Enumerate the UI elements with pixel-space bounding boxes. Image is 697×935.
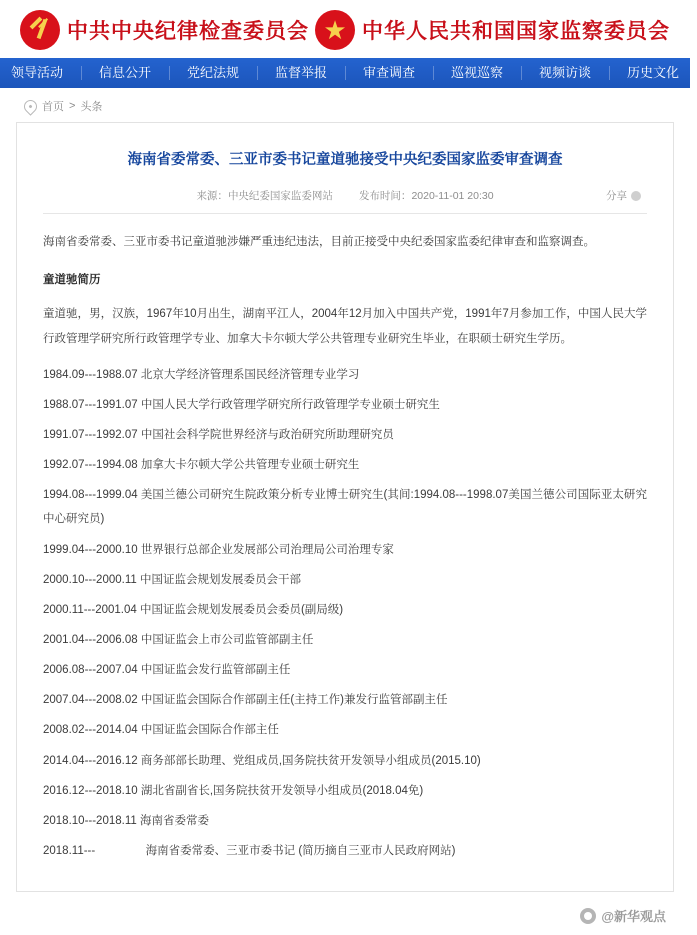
watermark-label: @新华观点 [601, 909, 666, 925]
nav-item-information-disclosure[interactable]: 信息公开 [81, 58, 169, 88]
resume-item: 1994.08---1999.04 美国兰德公司研究生院政策分析专业博士研究生(其间:1994.08---1998.07美国兰德公司国际亚太研究中心研究员) [43, 489, 647, 526]
watermark [580, 906, 666, 925]
resume-item: 2007.04---2008.02 中国证监会国际合作部副主任(主持工作)兼发行监管部副主任 [43, 694, 448, 707]
resume-item: 1988.07---1991.07 中国人民大学行政管理学研究所行政管理学专业硕士研究生 [43, 398, 440, 411]
resume-current-post: 海南省委常委、三亚市委书记 (简历摘自三亚市人民政府网站) [145, 845, 456, 857]
share-label: 分享 [606, 190, 627, 203]
resume-item: 2008.02---2014.04 中国证监会国际合作部主任 [43, 724, 279, 737]
resume-item: 2016.12---2018.10 湖北省副省长,国务院扶贫开发领导小组成员(2018.04免) [43, 784, 424, 797]
xinhua-logo-icon [580, 908, 596, 924]
nav-item-history-culture[interactable]: 历史文化 [609, 58, 697, 88]
article-card [16, 122, 674, 892]
breadcrumb-current: 头条 [80, 101, 103, 113]
article-body [43, 214, 647, 863]
footer [0, 892, 690, 935]
share-control[interactable] [606, 188, 641, 203]
nav-item-supervision-report[interactable]: 监督举报 [257, 58, 345, 88]
resume-subheading: 童道驰简历 [43, 274, 101, 287]
share-icon[interactable] [631, 191, 641, 201]
brand-nation[interactable] [315, 10, 670, 50]
breadcrumb-home[interactable]: 首页 [42, 101, 64, 113]
resume-item: 2006.08---2007.04 中国证监会发行监管部副主任 [43, 664, 291, 677]
resume-item: 1992.07---1994.08 加拿大卡尔顿大学公共管理专业硕士研究生 [43, 459, 360, 472]
nav-item-leader-activities[interactable]: 领导活动 [10, 65, 63, 80]
article-meta [43, 188, 647, 214]
national-emblem-icon: ★ [315, 10, 355, 50]
resume-item: 2000.10---2000.11 中国证监会规划发展委员会干部 [43, 573, 301, 586]
resume-item: 2000.11---2001.04 中国证监会规划发展委员会委员(副局级) [43, 603, 344, 616]
resume-item: 2001.04---2006.08 中国证监会上市公司监管部副主任 [43, 634, 314, 647]
resume-item: 1984.09---1988.07 北京大学经济管理系国民经济管理专业学习 [43, 368, 360, 381]
page-title: 海南省委常委、三亚市委书记童道驰接受中央纪委国家监委审查调查 [127, 152, 563, 168]
resume-item: 1999.04---2000.10 世界银行总部企业发展部公司治理局公司治理专家 [43, 543, 394, 556]
breadcrumb [0, 88, 690, 122]
nav-item-video-interview[interactable]: 视频访谈 [521, 58, 609, 88]
nav-item-inspection[interactable]: 巡视巡察 [433, 58, 521, 88]
resume-item: 2014.04---2016.12 商务部部长助理、党组成员,国务院扶贫开发领导小组成员(2015.10) [43, 754, 481, 767]
article-bio: 童道驰，男，汉族，1967年10月出生，湖南平江人，2004年12月加入中国共产党，1991年7月参加工作，中国人民大学行政管理学研究所行政管理学专业、加拿大卡尔顿大学公共管理专业研究生毕业，在职硕士研究生学历。 [43, 308, 647, 345]
article-source: 来源：中央纪委国家监委网站 [196, 190, 333, 203]
location-pin-icon [21, 97, 39, 115]
brand-party[interactable] [20, 10, 309, 50]
nav-item-party-rules[interactable]: 党纪法规 [169, 58, 257, 88]
resume-item: 2018.10---2018.11 海南省委常委 [43, 814, 209, 827]
resume-item-current [43, 839, 647, 863]
masthead [0, 0, 690, 58]
brand-title-party: 中共中央纪律检查委员会 [67, 20, 309, 43]
resume-item: 1991.07---1992.07 中国社会科学院世界经济与政治研究所助理研究员 [43, 429, 394, 442]
party-emblem-icon [20, 10, 60, 50]
article-publish-time: 发布时间：2020-11-01 20:30 [358, 190, 494, 203]
breadcrumb-separator: > [69, 100, 76, 112]
nav-item-investigation[interactable]: 审查调查 [345, 58, 433, 88]
brand-title-nation: 中华人民共和国国家监察委员会 [362, 20, 670, 43]
main-navigation [0, 58, 690, 88]
resume-current-date: 2018.11--- [43, 845, 96, 857]
article-intro: 海南省委常委、三亚市委书记童道驰涉嫌严重违纪违法，目前正接受中央纪委国家监委纪律审查和监察调查。 [43, 236, 595, 249]
